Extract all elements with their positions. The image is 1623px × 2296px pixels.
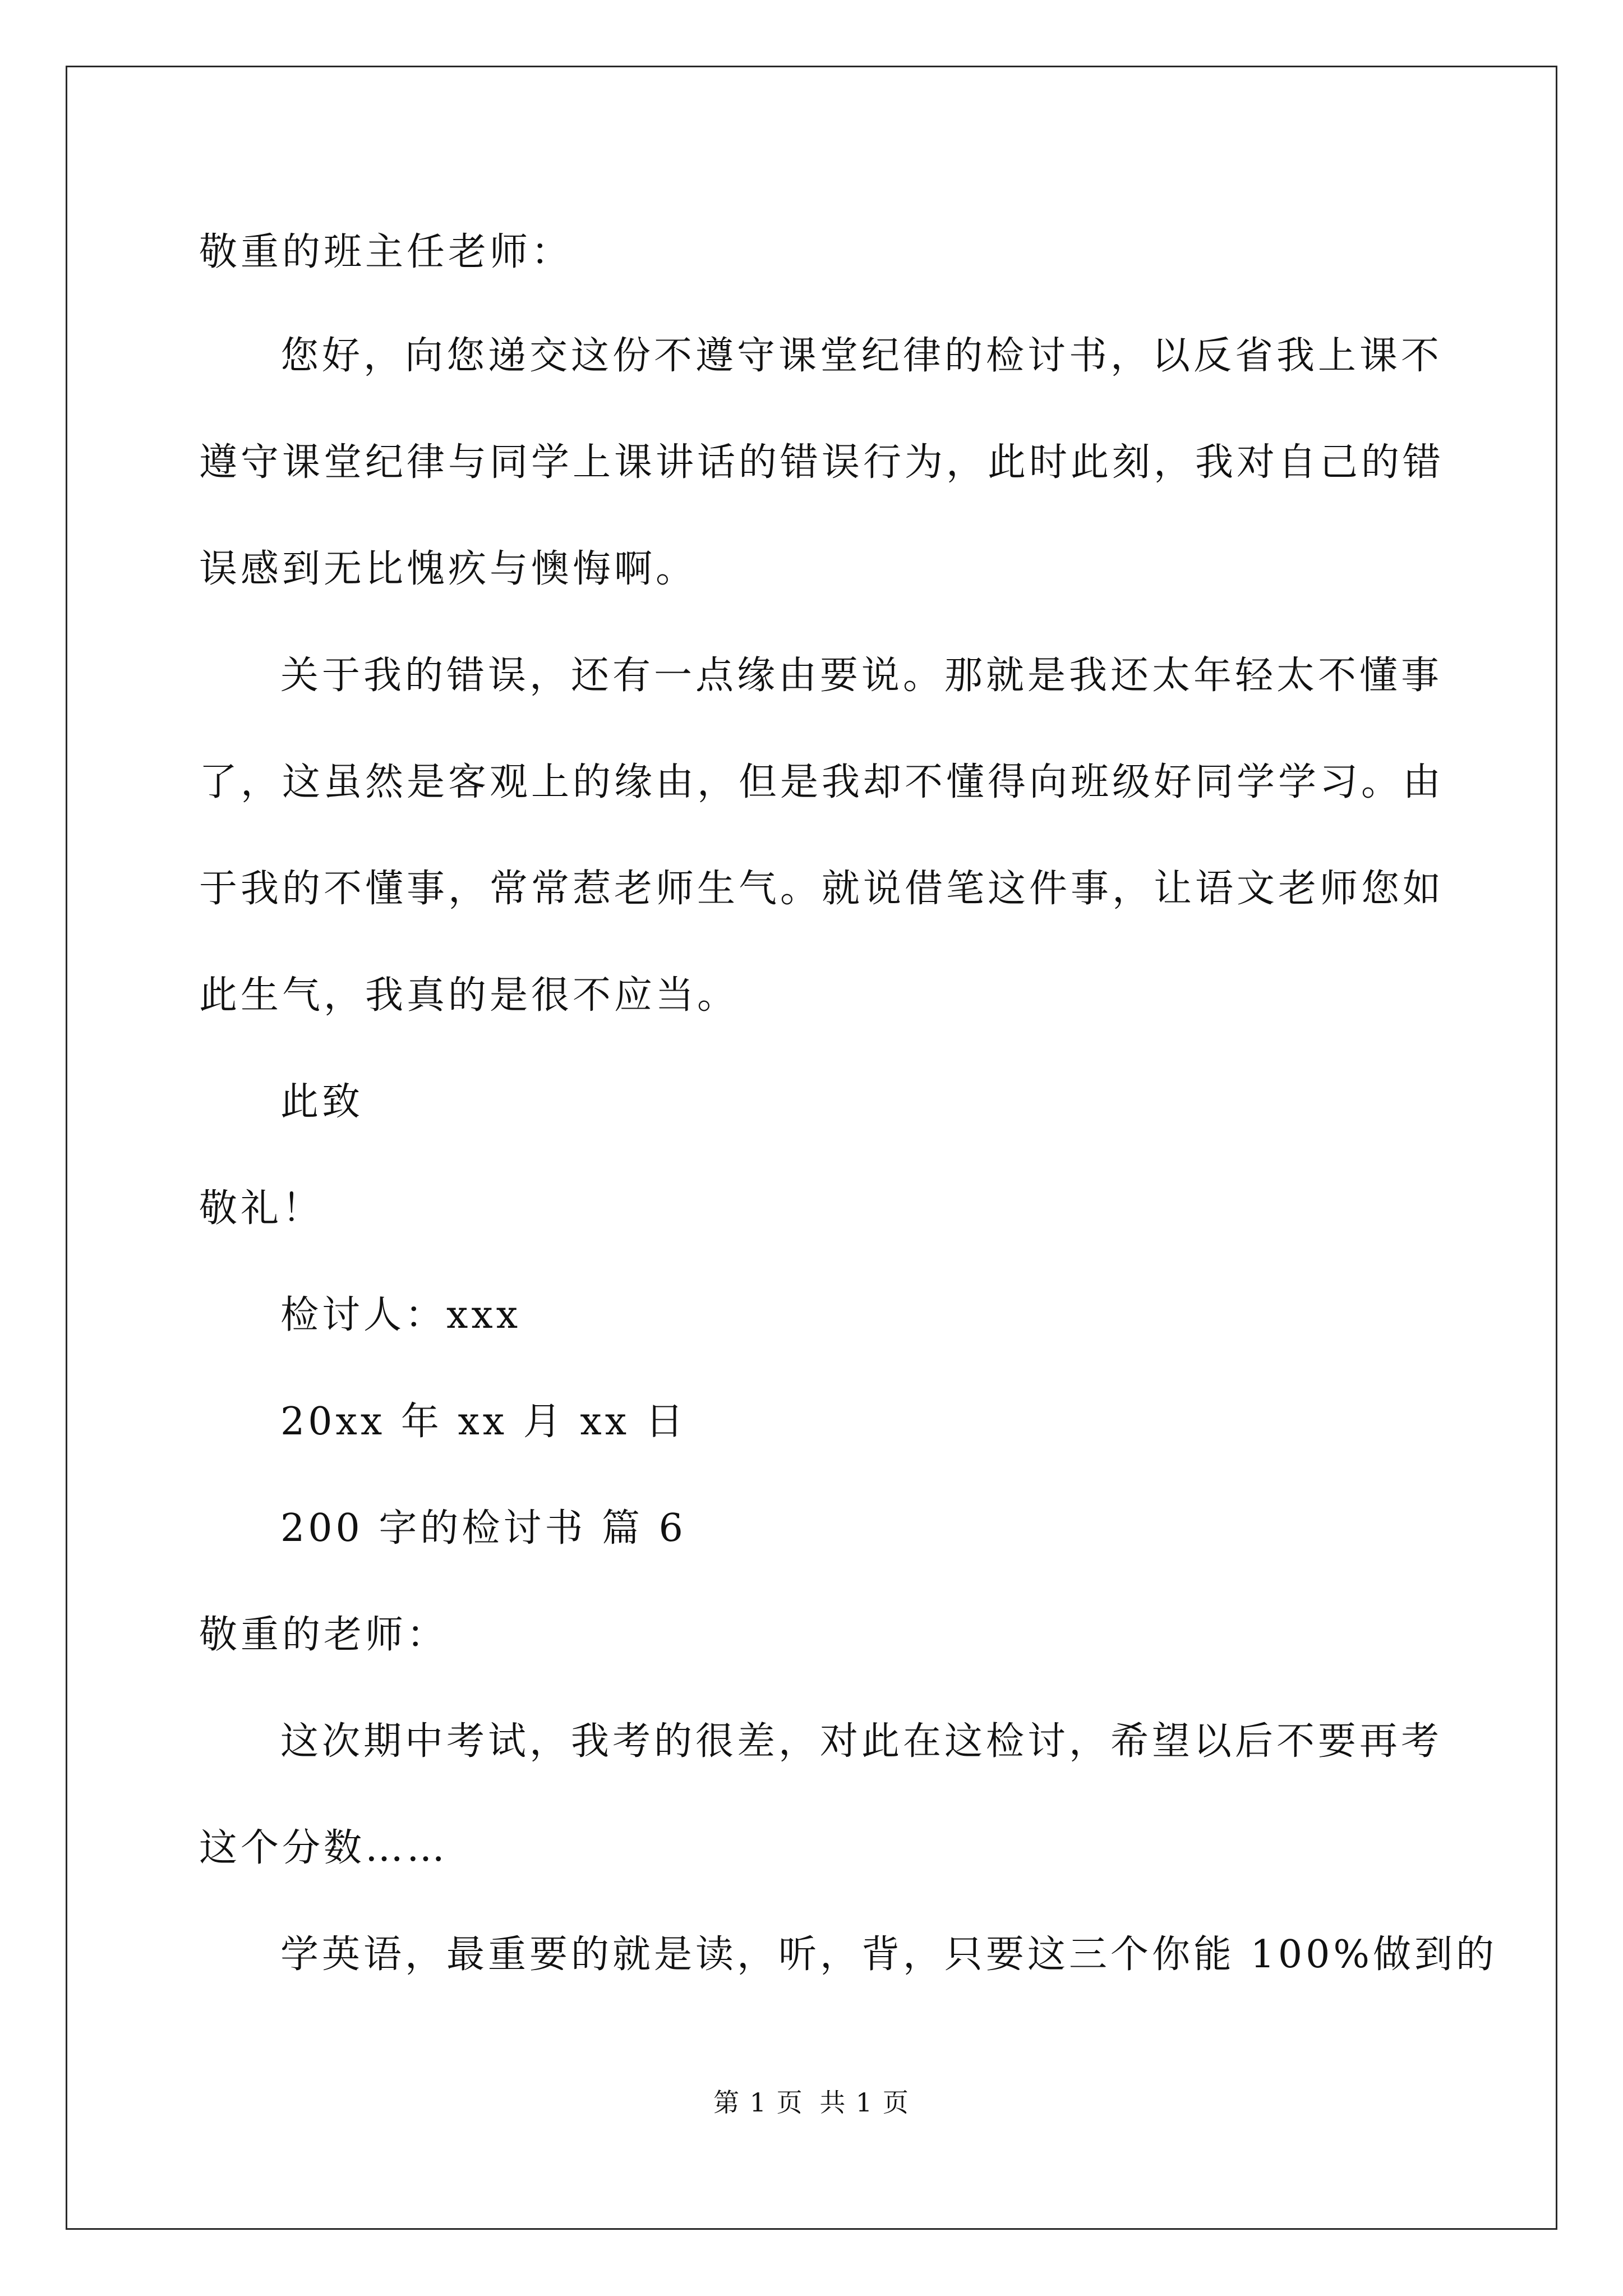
- salutation: 敬重的班主任老师：: [199, 230, 573, 274]
- date: 20xx 年 xx 月 xx 日: [280, 1400, 687, 1444]
- signer: 检讨人：xxx: [280, 1293, 522, 1337]
- closing-line: 敬礼！: [199, 1186, 324, 1231]
- page-total: 共 1 页: [819, 2087, 910, 2118]
- paragraph-line: 于我的不懂事，常常惹老师生气。就说借笔这件事，让语文老师您如: [199, 867, 1445, 911]
- paragraph-line: 遵守课堂纪律与同学上课讲话的错误行为，此时此刻，我对自己的错: [199, 440, 1445, 485]
- paragraph-line: 了，这虽然是客观上的缘由，但是我却不懂得向班级好同学学习。由: [199, 760, 1445, 804]
- section-title: 200 字的检讨书 篇 6: [280, 1506, 686, 1550]
- page-border: [66, 66, 1557, 2230]
- paragraph-line: 学英语，最重要的就是读，听，背，只要这三个你能 100%做到的: [280, 1932, 1498, 1977]
- closing-line: 此致: [280, 1080, 364, 1124]
- salutation: 敬重的老师：: [199, 1613, 449, 1657]
- page-footer: [0, 2087, 1623, 2118]
- paragraph-line: 这个分数……: [199, 1826, 449, 1870]
- paragraph-line: 此生气，我真的是很不应当。: [199, 973, 739, 1018]
- page-number: 第 1 页: [713, 2087, 804, 2118]
- paragraph-line: 您好，向您递交这份不遵守课堂纪律的检讨书，以反省我上课不: [280, 334, 1443, 378]
- paragraph-line: 这次期中考试，我考的很差，对此在这检讨，希望以后不要再考: [280, 1719, 1443, 1764]
- paragraph-line: 误感到无比愧疚与懊悔啊。: [199, 547, 698, 591]
- paragraph-line: 关于我的错误，还有一点缘由要说。那就是我还太年轻太不懂事: [280, 654, 1443, 698]
